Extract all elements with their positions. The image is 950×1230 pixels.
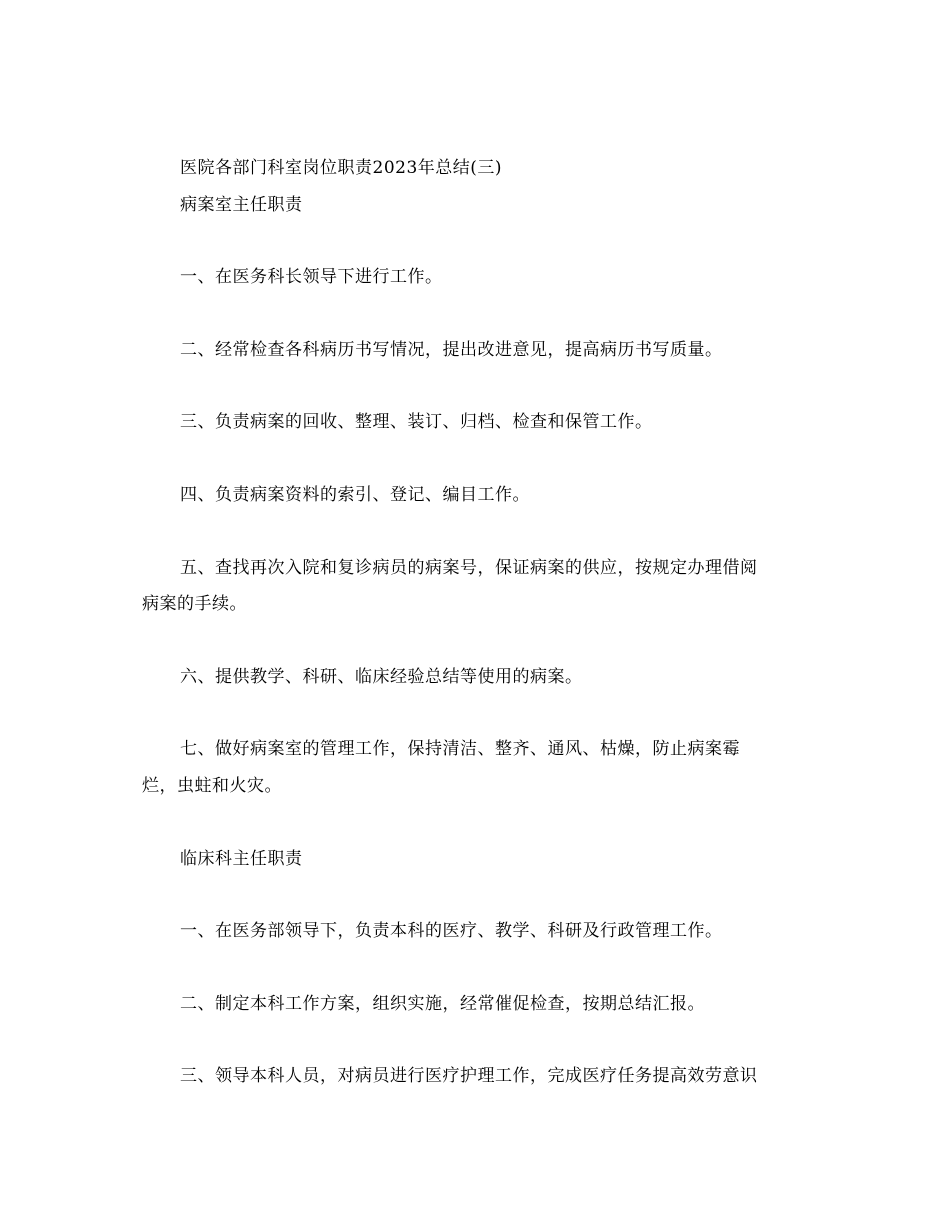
paragraph: 三、领导本科人员，对病员进行医疗护理工作，完成医疗任务提高效劳意识 xyxy=(180,1066,758,1086)
paragraph: 二、制定本科工作方案，组织实施，经常催促检查，按期总结汇报。 xyxy=(180,994,705,1014)
section-heading-clinical: 临床科主任职责 xyxy=(180,849,303,869)
section-heading-medical-records: 病案室主任职责 xyxy=(180,195,303,215)
paragraph-continuation: 病案的手续。 xyxy=(142,594,247,614)
paragraph: 三、负责病案的回收、整理、装订、归档、检查和保管工作。 xyxy=(180,412,653,432)
paragraph: 七、做好病案室的管理工作，保持清洁、整齐、通风、枯燥，防止病案霉 xyxy=(180,739,740,759)
paragraph: 一、在医务科长领导下进行工作。 xyxy=(180,267,443,287)
paragraph: 一、在医务部领导下，负责本科的医疗、教学、科研及行政管理工作。 xyxy=(180,921,723,941)
document-title: 医院各部门科室岗位职责2023年总结(三) xyxy=(180,158,503,178)
paragraph: 五、查找再次入院和复诊病员的病案号，保证病案的供应，按规定办理借阅 xyxy=(180,558,758,578)
paragraph: 六、提供教学、科研、临床经验总结等使用的病案。 xyxy=(180,667,583,687)
paragraph: 二、经常检查各科病历书写情况，提出改进意见，提高病历书写质量。 xyxy=(180,340,723,360)
paragraph: 四、负责病案资料的索引、登记、编目工作。 xyxy=(180,485,530,505)
paragraph-continuation: 烂，虫蛀和火灾。 xyxy=(142,776,282,796)
